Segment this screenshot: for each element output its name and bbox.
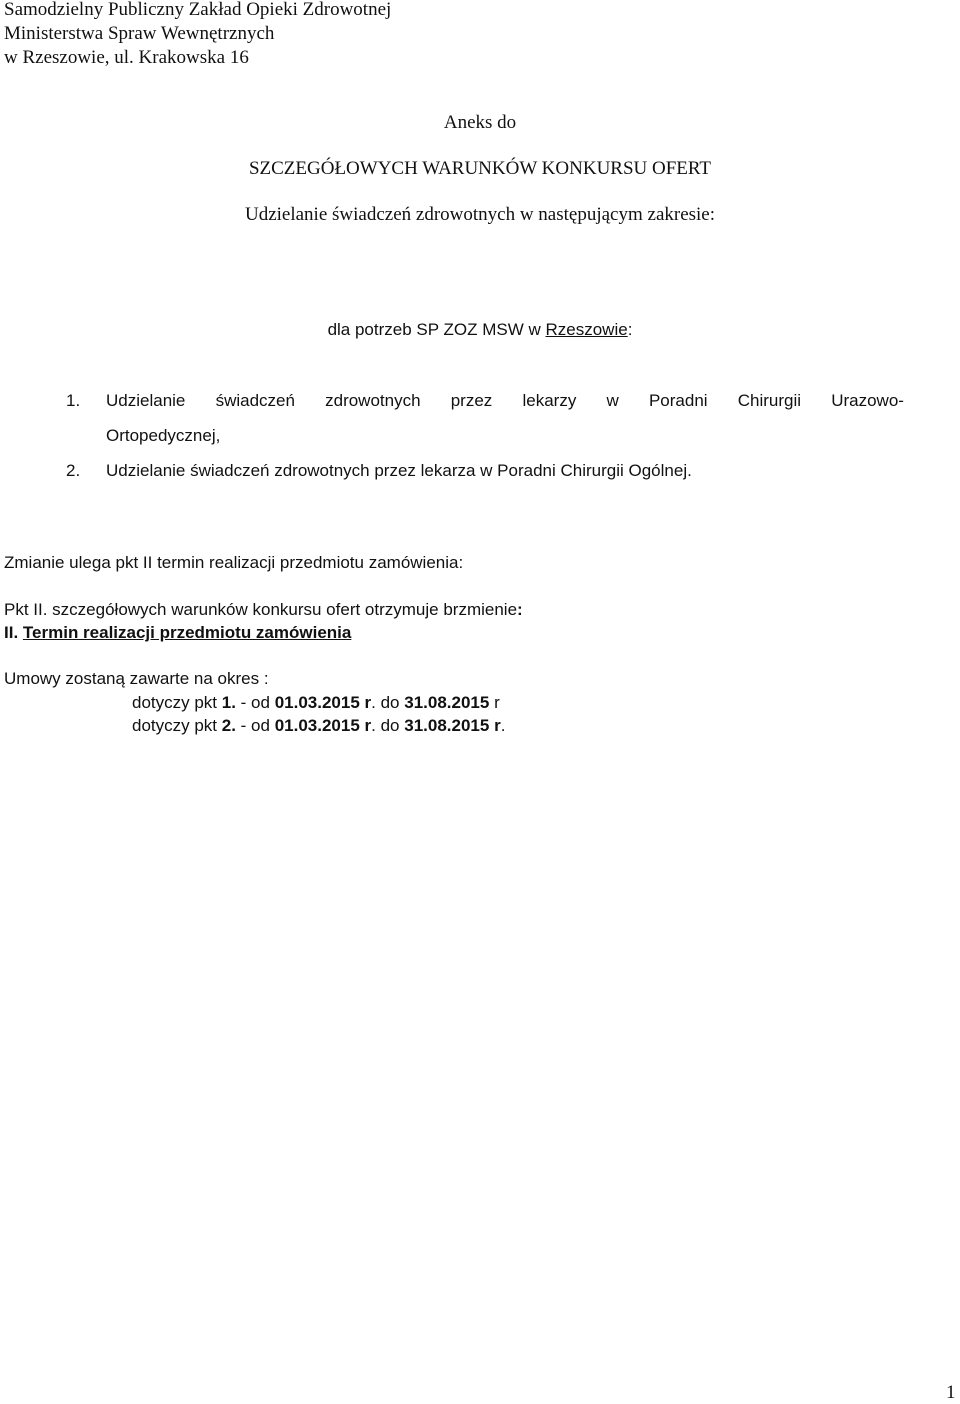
- contract-year-suffix: r: [494, 716, 501, 735]
- item-2-text: Udzielanie świadczeń zdrowotnych przez lekarza w Poradni Chirurgii Ogólnej.: [106, 461, 692, 480]
- section-heading: [4, 623, 351, 643]
- contract-start-date: 01.03.2015: [274, 716, 360, 735]
- contract-point: 1.: [221, 693, 236, 712]
- scope-suffix: :: [627, 320, 633, 339]
- contract-end-date: 31.08.2015: [404, 716, 490, 735]
- scope-line: [0, 320, 960, 340]
- header-line-1: Samodzielny Publiczny Zakład Opieki Zdrowotnej: [4, 0, 392, 20]
- item-1-word: Udzielanie: [106, 391, 186, 410]
- pkt-line-text: Pkt II. szczegółowych warunków konkursu ofert otrzymuje brzmienie: [4, 600, 518, 619]
- contract-to-label: . do: [371, 716, 405, 735]
- item-1-word: przez: [450, 391, 493, 410]
- institution-header: [4, 0, 391, 70]
- contract-year-suffix: r: [364, 693, 372, 712]
- header-line-2: Ministerstwa Spraw Wewnętrznych: [4, 23, 275, 44]
- document-title: SZCZEGÓŁOWYCH WARUNKÓW KONKURSU OFERT: [248, 158, 712, 179]
- item-1-number: 1.: [66, 391, 81, 410]
- item-2-number: 2.: [66, 461, 81, 480]
- item-1-word: w: [606, 391, 619, 410]
- contract-from-label: - od: [235, 693, 275, 712]
- item-1-word: zdrowotnych: [325, 391, 421, 410]
- item-1-continuation: Ortopedycznej,: [106, 426, 221, 445]
- contract-to-label: . do: [371, 693, 405, 712]
- scope-city: Rzeszowie: [545, 320, 628, 339]
- contract-year-suffix: r: [494, 693, 500, 712]
- pkt-line: [4, 600, 523, 620]
- page-number: 1: [946, 1382, 956, 1403]
- contract-end-date: 31.08.2015: [404, 693, 490, 712]
- contract-label: dotyczy pkt: [132, 693, 222, 712]
- contract-line-1: [132, 693, 500, 713]
- item-1-word: Poradni: [648, 391, 708, 410]
- document-aneks-label: Aneks do: [443, 112, 517, 133]
- scope-prefix: dla potrzeb SP ZOZ MSW w: [327, 320, 546, 339]
- contract-line-2: [132, 716, 505, 736]
- section-number: II.: [4, 623, 19, 642]
- contract-start-date: 01.03.2015: [274, 693, 360, 712]
- contract-point: 2.: [221, 716, 236, 735]
- document-subtitle: Udzielanie świadczeń zdrowotnych w następującym zakresie:: [244, 204, 716, 225]
- item-1-word: Chirurgii: [737, 391, 802, 410]
- contracts-intro: Umowy zostaną zawarte na okres :: [4, 669, 269, 688]
- item-1-word: Urazowo-: [831, 391, 904, 410]
- item-1-line: [106, 391, 904, 411]
- section-title: Termin realizacji przedmiotu zamówienia: [22, 623, 352, 642]
- change-note: Zmianie ulega pkt II termin realizacji przedmiotu zamówienia:: [4, 553, 464, 572]
- pkt-line-colon: :: [517, 600, 523, 619]
- item-1-word: świadczeń: [215, 391, 295, 410]
- item-1-word: lekarzy: [522, 391, 577, 410]
- header-line-3: w Rzeszowie, ul. Krakowska 16: [4, 47, 249, 68]
- contract-terminator: .: [500, 716, 506, 735]
- contract-label: dotyczy pkt: [132, 716, 222, 735]
- contract-year-suffix: r: [364, 716, 372, 735]
- contract-from-label: - od: [235, 716, 275, 735]
